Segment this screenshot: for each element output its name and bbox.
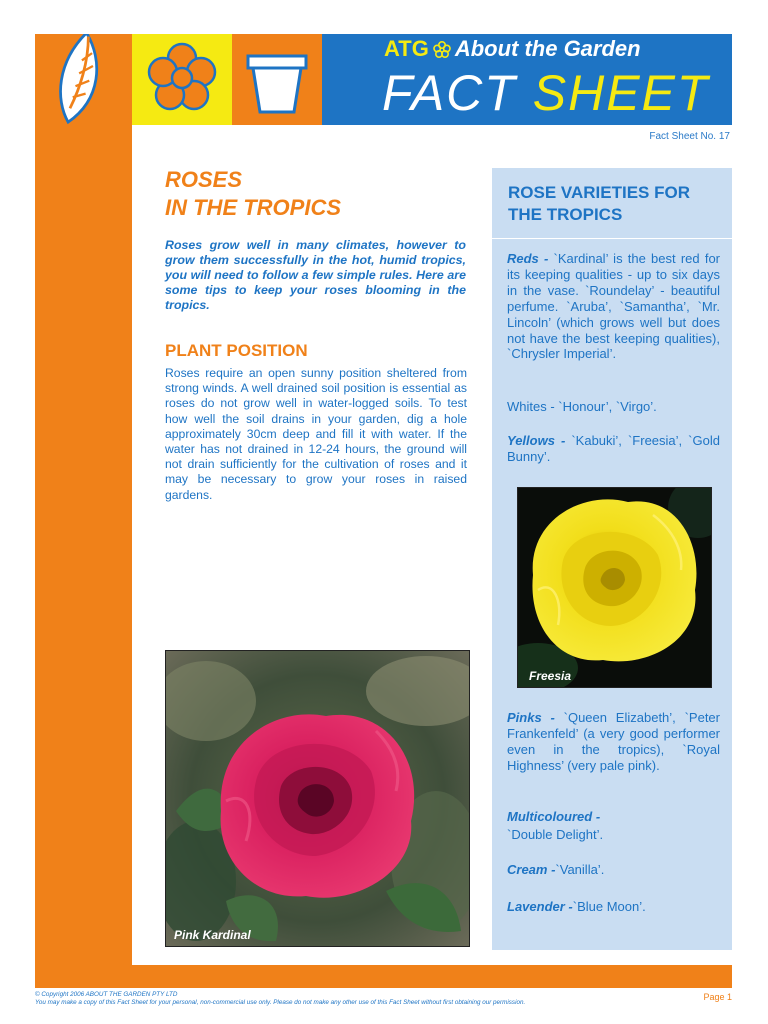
leaf-icon	[35, 34, 132, 125]
fact-sheet-number: Fact Sheet No. 17	[649, 131, 730, 142]
cream-text: `Vanilla’.	[555, 862, 605, 877]
yellows-text: `Kabuki’, `Freesia’, `Gold Bunny’.	[507, 433, 720, 464]
freesia-photo	[517, 487, 712, 688]
brand-line	[384, 36, 641, 62]
flowerpot-icon	[232, 34, 322, 125]
pinks-entry	[507, 710, 720, 774]
lavender-label: Lavender -	[507, 899, 573, 914]
copyright-notice	[35, 991, 525, 1007]
lavender-entry	[507, 899, 720, 915]
header-flower-tile	[132, 34, 232, 125]
title-line-1: ROSES	[165, 167, 243, 192]
small-flower-icon	[433, 41, 451, 59]
fact-sheet-title	[382, 64, 709, 122]
reds-entry	[507, 251, 720, 362]
yellow-rose-image	[518, 488, 711, 687]
pinks-label: Pinks -	[507, 710, 555, 725]
pink-kardinal-caption: Pink Kardinal	[174, 928, 251, 942]
yellows-label: Yellows -	[507, 433, 566, 448]
copyright-line-1: © Copyright 2006 ABOUT THE GARDEN PTY LTD	[35, 991, 178, 998]
pink-kardinal-photo	[165, 650, 470, 947]
header-banner	[322, 34, 732, 125]
fact-word: FACT	[382, 65, 517, 121]
article-title	[165, 166, 465, 222]
left-orange-border	[35, 34, 132, 988]
brand-abbr: ATG	[384, 36, 429, 61]
header-pot-tile	[232, 34, 322, 125]
flower-icon	[132, 34, 232, 125]
brand-name: About the Garden	[454, 36, 641, 61]
section-body: Roses require an open sunny position sheltered from strong winds. A well drained soil position is essential as roses do not grow well in water-logged soils. To test how well the soil drains in your garden, dig a hole approximately 30cm deep and fill it with water. If the water has not drained in 12-24 hours, the ground will not drain sufficiently for the cultivation of roses and it may be necessary to grow your roses in raised gardens.	[165, 366, 467, 502]
title-line-2: IN THE TROPICS	[165, 195, 342, 220]
sheet-word: SHEET	[532, 65, 710, 121]
multicoloured-label	[507, 809, 720, 825]
cream-entry	[507, 862, 720, 878]
intro-paragraph: Roses grow well in many climates, however to grow them successfully in the hot, humid tropics, you will need to follow a few simple rules. Here are some tips to keep your roses blooming in the tropics.	[165, 238, 466, 312]
freesia-caption: Freesia	[529, 669, 572, 683]
copyright-line-2: You may make a copy of this Fact Sheet for your personal, non-commercial use only. Please do not make any other use of this Fact Sheet without first obtaining our permission.	[35, 999, 526, 1006]
section-heading: PLANT POSITION	[165, 341, 308, 360]
reds-label: Reds -	[507, 251, 549, 266]
sidebar-title: ROSE VARIETIES FOR THE TROPICS	[508, 183, 690, 224]
lavender-text: `Blue Moon’.	[572, 899, 646, 914]
header-leaf-tile	[35, 34, 132, 125]
whites-entry: Whites - `Honour’, `Virgo’.	[507, 399, 657, 414]
cream-label: Cream -	[507, 862, 556, 877]
multicoloured-label-text: Multicoloured -	[507, 809, 601, 824]
reds-text: `Kardinal’ is the best red for its keeping qualities - up to six days in the vase. `Roundelay’ - beautiful perfume. `Aruba’, `Samantha’, `Mr. Lincoln’ (which grows well but does not have the best keeping qualities), `Chrysler Imperial’.	[507, 251, 720, 362]
bottom-orange-border	[35, 965, 732, 988]
pink-rose-image	[166, 651, 469, 946]
yellows-entry	[507, 433, 720, 465]
page-number: Page 1	[703, 992, 732, 1002]
sidebar-divider	[492, 238, 732, 239]
pinks-text: `Queen Elizabeth’, `Peter Frankenfeld’ (a very good performer even in the tropics), `Royal Highness’ (very pale pink).	[507, 710, 720, 773]
multicoloured-text: `Double Delight’.	[507, 827, 604, 842]
